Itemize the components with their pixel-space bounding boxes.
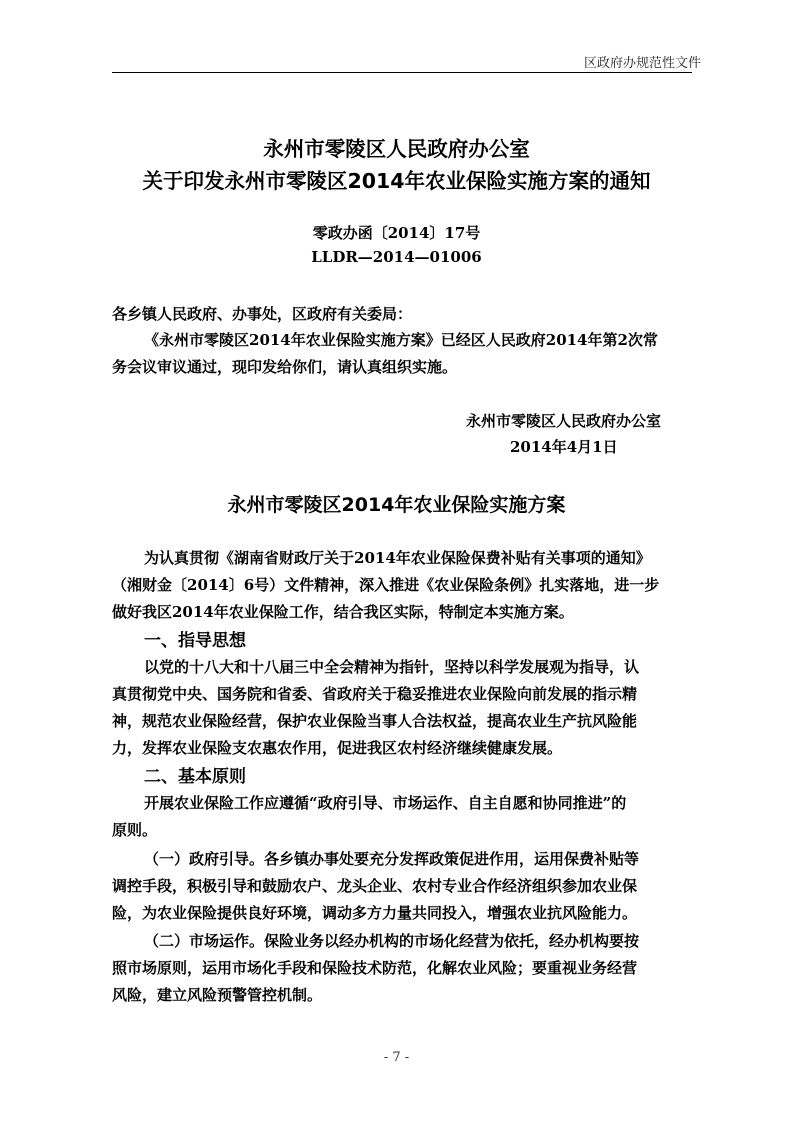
document-number: 零政办函〔2014〕17号 <box>312 224 481 242</box>
page-number: - 7 - <box>383 1050 410 1065</box>
section-2-line-2: 原则。 <box>112 821 158 839</box>
notice-line-1: 《永州市零陵区2014年农业保险实施方案》已经区人民政府2014年第2次常 <box>144 331 658 349</box>
recipients: 各乡镇人民政府、办事处，区政府有关委局： <box>112 305 413 323</box>
intro-line-2: （湘财金〔2014〕6号）文件精神，深入推进《农业保险条例》扎实落地，进一步 <box>112 576 660 594</box>
section-1-line-2: 真贯彻党中央、国务院和省委、省政府关于稳妥推进农业保险向前发展的指示精 <box>112 685 638 703</box>
header-tag: 区政府办规范性文件 <box>583 56 701 71</box>
section-1-line-3: 神，规范农业保险经营，保护农业保险当事人合法权益，提高农业生产抗风险能 <box>112 712 638 730</box>
section-1-line-1: 以党的十八大和十八届三中全会精神为指针，坚持以科学发展观为指导，认 <box>144 658 640 676</box>
signature: 永州市零陵区人民政府办公室 <box>466 412 662 430</box>
item-2-line-2: 照市场原则，运用市场化手段和保险技术防范，化解农业风险；要重视业务经营 <box>112 959 638 977</box>
item-1-line-1: （一）政府引导。各乡镇办事处要充分发挥政策促进作用，运用保费补贴等 <box>144 850 640 868</box>
intro-line-1: 为认真贯彻《湖南省财政厅关于2014年农业保险保费补贴有关事项的通知》 <box>144 549 651 567</box>
item-1-line-3: 险，为农业保险提供良好环境，调动多方力量共同投入，增强农业抗风险能力。 <box>112 904 638 922</box>
item-2-line-1: （二）市场运作。保险业务以经办机构的市场化经营为依托，经办机构要按 <box>144 932 640 950</box>
section-1-line-4: 力，发挥农业保险支农惠农作用，促进我区农村经济继续健康发展。 <box>112 739 563 757</box>
notice-title-line-1: 永州市零陵区人民政府办公室 <box>263 137 530 161</box>
section-2-line-1: 开展农业保险工作应遵循“政府引导、市场运作、自主自愿和协同推进”的 <box>144 794 627 812</box>
section-2-heading: 二、基本原则 <box>144 767 246 787</box>
date: 2014年4月1日 <box>510 438 618 456</box>
intro-line-3: 做好我区2014年农业保险工作，结合我区实际，特制定本实施方案。 <box>112 603 574 621</box>
plan-title: 永州市零陵区2014年农业保险实施方案 <box>227 494 566 516</box>
notice-title-line-2: 关于印发永州市零陵区2014年农业保险实施方案的通知 <box>142 169 651 193</box>
item-1-line-2: 调控手段，积极引导和鼓励农户、龙头企业、农村专业合作经济组织参加农业保 <box>112 877 638 895</box>
section-1-heading: 一、指导思想 <box>144 631 246 651</box>
header-rule <box>112 72 692 73</box>
registration-number: LLDR—2014—01006 <box>311 248 482 266</box>
notice-line-2: 务会议审议通过，现印发给你们，请认真组织实施。 <box>112 358 458 376</box>
item-2-line-3: 风险，建立风险预警管控机制。 <box>112 986 323 1004</box>
